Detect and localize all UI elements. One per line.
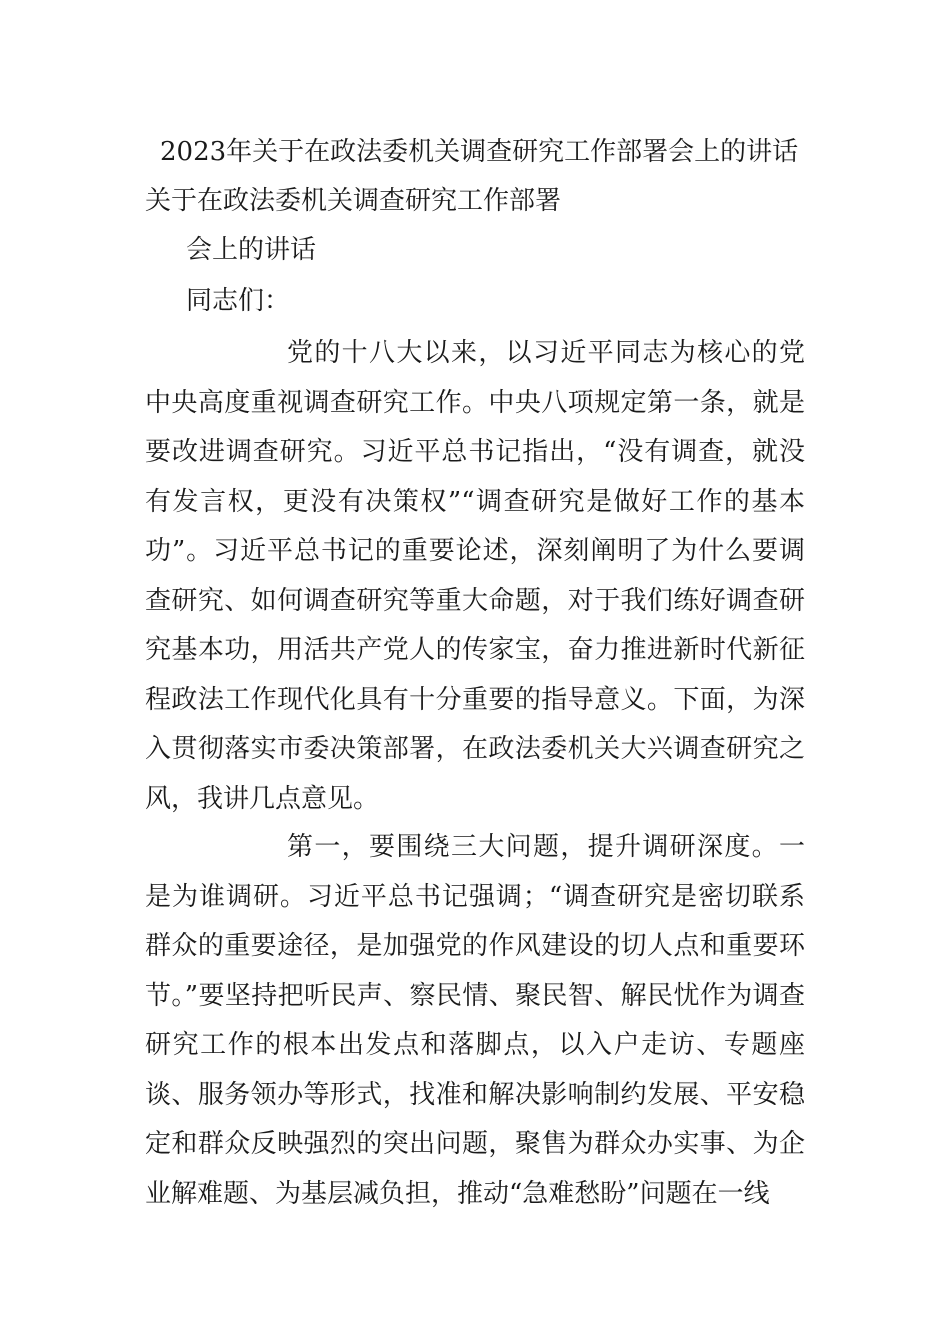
paragraph-1: 党的十八大以来，以习近平同志为核心的党中央高度重视调查研究工作。中央八项规定第一条，就是要改进调查研究。习近平总书记指出，“没有调查，就没有发言权，更没有决策权”“调查研究是做好工作的基本功”。习近平总书记的重要论述，深刻阐明了为什么要调查研究、如何调查研究等重大命题，对于我们练好调查研究基本功，用活共产党人的传家宝，奋力推进新时代新征程政法工作现代化具有十分重要的指导意义。下面，为深入贯彻落实市委决策部署，在政法委机关大兴调查研究之风，我讲几点意见。 [145,338,805,814]
document-title: 2023年关于在政法委机关调查研究工作部署会上的讲话 [160,137,799,167]
document-subtitle-line2: 会上的讲话 [186,235,317,265]
document-subtitle-line1: 关于在政法委机关调查研究工作部署 [145,186,562,216]
salutation: 同志们： [186,286,291,316]
paragraph-2: 第一，要围绕三大问题，提升调研深度。一是为谁调研。习近平总书记强调；“调查研究是密切联系群众的重要途径，是加强党的作风建设的切人点和重要环节。”要坚持把听民声、察民情、聚民智、解民忧作为调查研究工作的根本出发点和落脚点，以入户走访、专题座谈、服务领办等形式，找准和解决影响制约发展、平安稳定和群众反映强烈的突出问题，聚售为群众办实事、为企业解难题、为基层减负担，推动“急难愁盼”问题在一线 [145,832,805,1209]
